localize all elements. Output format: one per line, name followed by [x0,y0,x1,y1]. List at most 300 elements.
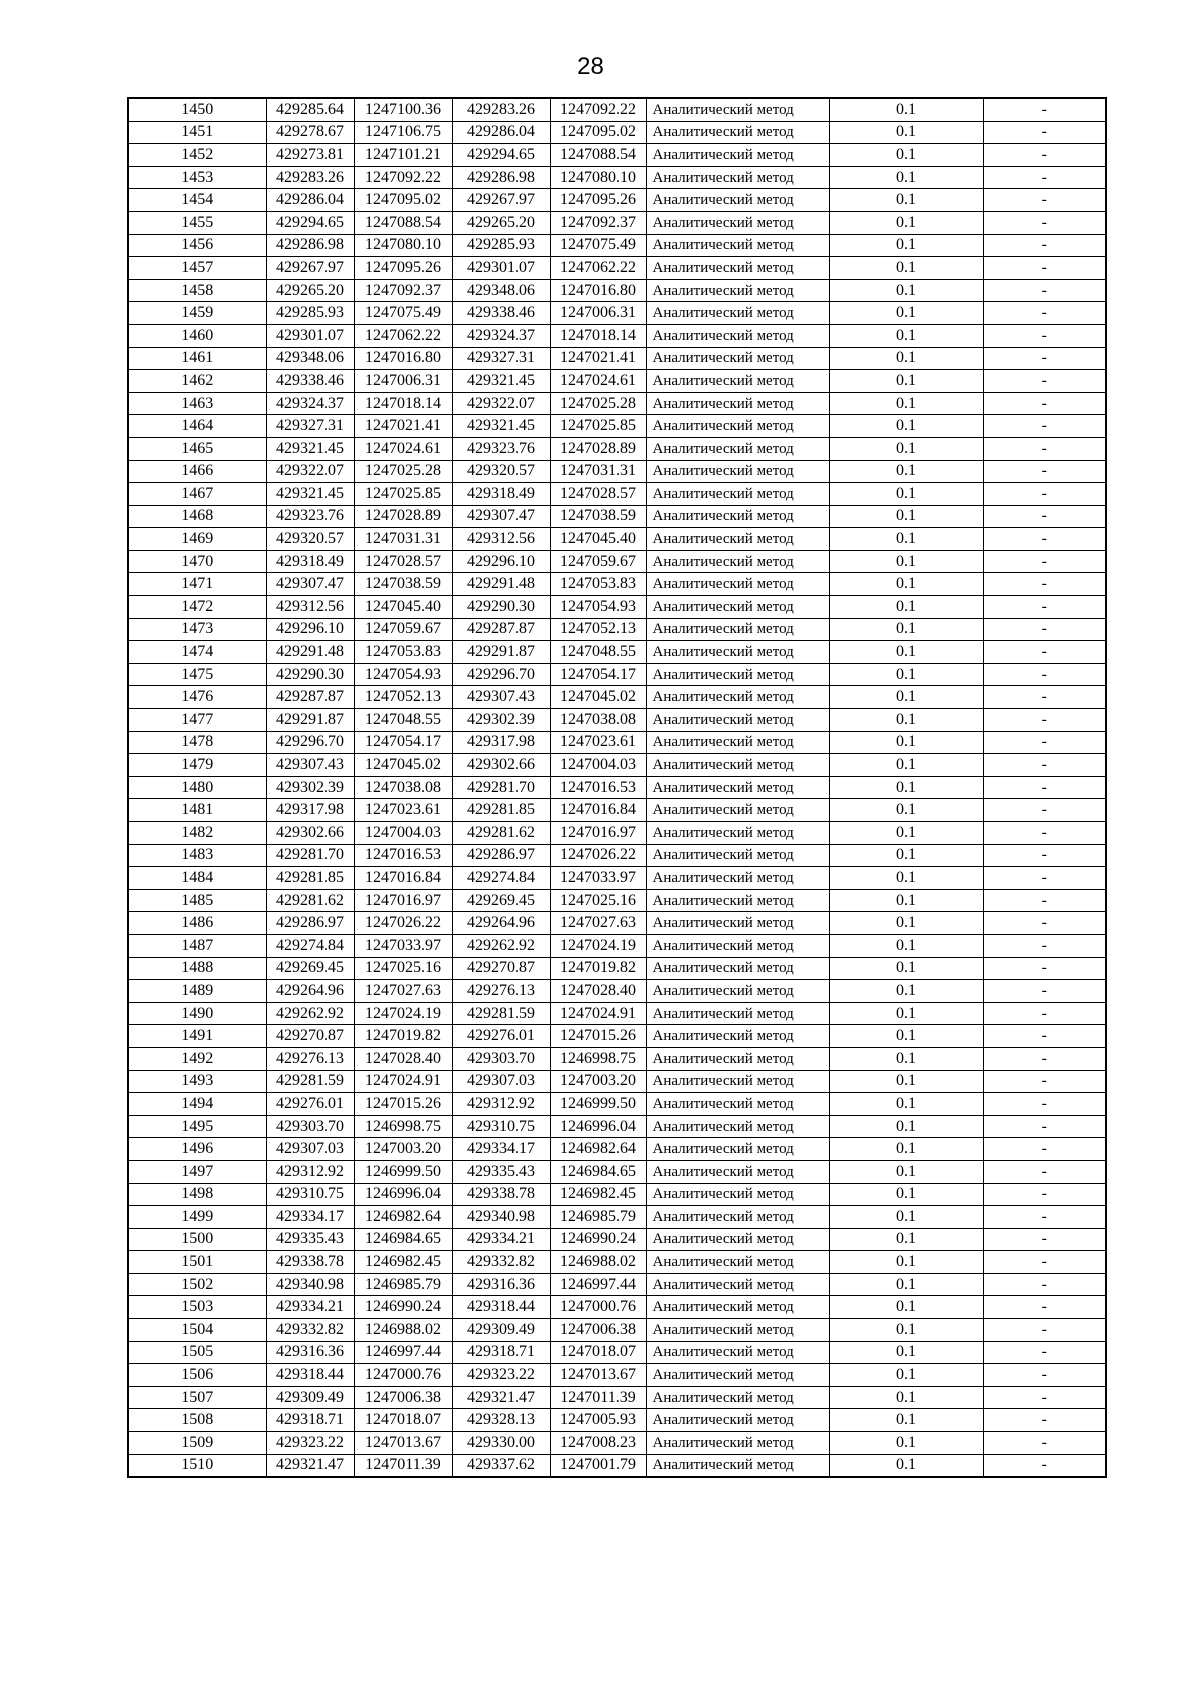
method-cell: Аналитический метод [646,596,829,619]
x1-cell: 429281.85 [266,867,354,890]
note-cell: - [983,257,1106,280]
point-number-cell: 1479 [128,754,266,777]
table-row [128,686,1106,709]
coordinates-table-body [128,98,1106,1477]
x2-cell: 429335.43 [452,1160,550,1183]
x2-cell: 429269.45 [452,889,550,912]
point-number-cell: 1457 [128,257,266,280]
table-row [128,618,1106,641]
table-row [128,1228,1106,1251]
method-cell: Аналитический метод [646,166,829,189]
table-row [128,1138,1106,1161]
x1-cell: 429303.70 [266,1115,354,1138]
note-cell: - [983,663,1106,686]
y2-cell: 1247054.17 [550,663,646,686]
point-number-cell: 1462 [128,370,266,393]
method-cell: Аналитический метод [646,1206,829,1229]
precision-cell: 0.1 [829,347,983,370]
x1-cell: 429316.36 [266,1341,354,1364]
note-cell: - [983,1273,1106,1296]
note-cell: - [983,370,1106,393]
x1-cell: 429267.97 [266,257,354,280]
method-cell: Аналитический метод [646,505,829,528]
y1-cell: 1246985.79 [354,1273,452,1296]
note-cell: - [983,1025,1106,1048]
precision-cell: 0.1 [829,1070,983,1093]
method-cell: Аналитический метод [646,144,829,167]
x2-cell: 429276.01 [452,1025,550,1048]
x1-cell: 429307.03 [266,1138,354,1161]
x1-cell: 429265.20 [266,279,354,302]
x1-cell: 429273.81 [266,144,354,167]
x1-cell: 429301.07 [266,324,354,347]
point-number-cell: 1467 [128,483,266,506]
note-cell: - [983,279,1106,302]
point-number-cell: 1476 [128,686,266,709]
y1-cell: 1246982.64 [354,1206,452,1229]
y2-cell: 1247045.02 [550,686,646,709]
precision-cell: 0.1 [829,257,983,280]
x1-cell: 429323.22 [266,1432,354,1455]
x2-cell: 429323.22 [452,1364,550,1387]
y1-cell: 1247016.80 [354,347,452,370]
y2-cell: 1247015.26 [550,1025,646,1048]
table-row [128,257,1106,280]
x1-cell: 429310.75 [266,1183,354,1206]
y2-cell: 1247053.83 [550,573,646,596]
table-row [128,324,1106,347]
table-row [128,1273,1106,1296]
point-number-cell: 1473 [128,618,266,641]
y1-cell: 1247092.22 [354,166,452,189]
y2-cell: 1247038.08 [550,709,646,732]
y2-cell: 1246985.79 [550,1206,646,1229]
note-cell: - [983,1138,1106,1161]
x2-cell: 429302.66 [452,754,550,777]
method-cell: Аналитический метод [646,1432,829,1455]
precision-cell: 0.1 [829,1432,983,1455]
method-cell: Аналитический метод [646,370,829,393]
note-cell: - [983,618,1106,641]
precision-cell: 0.1 [829,822,983,845]
note-cell: - [983,1115,1106,1138]
table-row [128,1432,1106,1455]
x1-cell: 429281.70 [266,844,354,867]
x1-cell: 429302.66 [266,822,354,845]
precision-cell: 0.1 [829,1273,983,1296]
table-row [128,1025,1106,1048]
x1-cell: 429276.01 [266,1093,354,1116]
point-number-cell: 1452 [128,144,266,167]
y2-cell: 1246997.44 [550,1273,646,1296]
precision-cell: 0.1 [829,528,983,551]
note-cell: - [983,121,1106,144]
y2-cell: 1247025.16 [550,889,646,912]
point-number-cell: 1500 [128,1228,266,1251]
x2-cell: 429281.62 [452,822,550,845]
x1-cell: 429334.21 [266,1296,354,1319]
note-cell: - [983,347,1106,370]
y1-cell: 1247016.97 [354,889,452,912]
x2-cell: 429283.26 [452,98,550,121]
y2-cell: 1247018.07 [550,1341,646,1364]
point-number-cell: 1469 [128,528,266,551]
point-number-cell: 1459 [128,302,266,325]
point-number-cell: 1480 [128,776,266,799]
y1-cell: 1247018.14 [354,392,452,415]
x1-cell: 429318.44 [266,1364,354,1387]
point-number-cell: 1475 [128,663,266,686]
point-number-cell: 1450 [128,98,266,121]
note-cell: - [983,302,1106,325]
x1-cell: 429335.43 [266,1228,354,1251]
note-cell: - [983,957,1106,980]
precision-cell: 0.1 [829,889,983,912]
x2-cell: 429286.97 [452,844,550,867]
precision-cell: 0.1 [829,144,983,167]
x1-cell: 429302.39 [266,776,354,799]
x2-cell: 429348.06 [452,279,550,302]
method-cell: Аналитический метод [646,1002,829,1025]
precision-cell: 0.1 [829,957,983,980]
method-cell: Аналитический метод [646,663,829,686]
note-cell: - [983,731,1106,754]
precision-cell: 0.1 [829,1319,983,1342]
precision-cell: 0.1 [829,776,983,799]
x2-cell: 429301.07 [452,257,550,280]
x2-cell: 429286.98 [452,166,550,189]
table-row [128,505,1106,528]
x2-cell: 429316.36 [452,1273,550,1296]
precision-cell: 0.1 [829,1296,983,1319]
table-row [128,234,1106,257]
y2-cell: 1246996.04 [550,1115,646,1138]
precision-cell: 0.1 [829,483,983,506]
x2-cell: 429302.39 [452,709,550,732]
y2-cell: 1247024.91 [550,1002,646,1025]
point-number-cell: 1494 [128,1093,266,1116]
table-row [128,822,1106,845]
y2-cell: 1247016.84 [550,799,646,822]
point-number-cell: 1455 [128,211,266,234]
precision-cell: 0.1 [829,731,983,754]
table-row [128,1115,1106,1138]
method-cell: Аналитический метод [646,889,829,912]
table-row [128,1093,1106,1116]
x2-cell: 429264.96 [452,912,550,935]
y2-cell: 1247062.22 [550,257,646,280]
y1-cell: 1247026.22 [354,912,452,935]
x1-cell: 429312.56 [266,596,354,619]
note-cell: - [983,1183,1106,1206]
y1-cell: 1247028.57 [354,550,452,573]
method-cell: Аналитический метод [646,234,829,257]
x2-cell: 429296.10 [452,550,550,573]
y2-cell: 1247000.76 [550,1296,646,1319]
x1-cell: 429291.48 [266,641,354,664]
y1-cell: 1247013.67 [354,1432,452,1455]
x2-cell: 429327.31 [452,347,550,370]
point-number-cell: 1488 [128,957,266,980]
point-number-cell: 1451 [128,121,266,144]
note-cell: - [983,1228,1106,1251]
precision-cell: 0.1 [829,505,983,528]
x1-cell: 429327.31 [266,415,354,438]
method-cell: Аналитический метод [646,980,829,1003]
note-cell: - [983,324,1106,347]
y1-cell: 1247038.08 [354,776,452,799]
table-row [128,483,1106,506]
y1-cell: 1247054.93 [354,663,452,686]
table-row [128,1409,1106,1432]
table-row [128,663,1106,686]
x1-cell: 429312.92 [266,1160,354,1183]
method-cell: Аналитический метод [646,1025,829,1048]
x1-cell: 429290.30 [266,663,354,686]
x1-cell: 429283.26 [266,166,354,189]
y1-cell: 1247101.21 [354,144,452,167]
note-cell: - [983,1093,1106,1116]
point-number-cell: 1464 [128,415,266,438]
point-number-cell: 1456 [128,234,266,257]
y1-cell: 1247023.61 [354,799,452,822]
point-number-cell: 1492 [128,1047,266,1070]
x2-cell: 429309.49 [452,1319,550,1342]
point-number-cell: 1481 [128,799,266,822]
point-number-cell: 1490 [128,1002,266,1025]
y2-cell: 1247004.03 [550,754,646,777]
method-cell: Аналитический метод [646,1228,829,1251]
method-cell: Аналитический метод [646,1454,829,1477]
point-number-cell: 1504 [128,1319,266,1342]
method-cell: Аналитический метод [646,121,829,144]
precision-cell: 0.1 [829,1138,983,1161]
x2-cell: 429307.47 [452,505,550,528]
y1-cell: 1246998.75 [354,1115,452,1138]
note-cell: - [983,1251,1106,1274]
precision-cell: 0.1 [829,618,983,641]
x2-cell: 429334.17 [452,1138,550,1161]
y2-cell: 1247013.67 [550,1364,646,1387]
precision-cell: 0.1 [829,1093,983,1116]
point-number-cell: 1468 [128,505,266,528]
note-cell: - [983,1206,1106,1229]
x2-cell: 429321.45 [452,415,550,438]
y1-cell: 1247075.49 [354,302,452,325]
x2-cell: 429317.98 [452,731,550,754]
x2-cell: 429281.85 [452,799,550,822]
point-number-cell: 1498 [128,1183,266,1206]
y1-cell: 1247004.03 [354,822,452,845]
note-cell: - [983,844,1106,867]
table-row [128,1160,1106,1183]
x2-cell: 429267.97 [452,189,550,212]
x1-cell: 429269.45 [266,957,354,980]
method-cell: Аналитический метод [646,1160,829,1183]
precision-cell: 0.1 [829,415,983,438]
x1-cell: 429322.07 [266,460,354,483]
method-cell: Аналитический метод [646,1183,829,1206]
note-cell: - [983,912,1106,935]
note-cell: - [983,483,1106,506]
x1-cell: 429281.62 [266,889,354,912]
point-number-cell: 1482 [128,822,266,845]
point-number-cell: 1486 [128,912,266,935]
method-cell: Аналитический метод [646,731,829,754]
method-cell: Аналитический метод [646,934,829,957]
method-cell: Аналитический метод [646,460,829,483]
precision-cell: 0.1 [829,279,983,302]
note-cell: - [983,980,1106,1003]
point-number-cell: 1487 [128,934,266,957]
x1-cell: 429296.70 [266,731,354,754]
point-number-cell: 1483 [128,844,266,867]
table-row [128,980,1106,1003]
y2-cell: 1247092.22 [550,98,646,121]
x1-cell: 429286.97 [266,912,354,935]
table-row [128,1070,1106,1093]
note-cell: - [983,1432,1106,1455]
precision-cell: 0.1 [829,754,983,777]
point-number-cell: 1461 [128,347,266,370]
y1-cell: 1247059.67 [354,618,452,641]
x1-cell: 429318.49 [266,550,354,573]
note-cell: - [983,799,1106,822]
point-number-cell: 1502 [128,1273,266,1296]
y2-cell: 1247024.61 [550,370,646,393]
x2-cell: 429330.00 [452,1432,550,1455]
x1-cell: 429323.76 [266,505,354,528]
precision-cell: 0.1 [829,324,983,347]
x2-cell: 429332.82 [452,1251,550,1274]
x2-cell: 429291.48 [452,573,550,596]
point-number-cell: 1472 [128,596,266,619]
method-cell: Аналитический метод [646,822,829,845]
precision-cell: 0.1 [829,550,983,573]
precision-cell: 0.1 [829,1047,983,1070]
precision-cell: 0.1 [829,234,983,257]
y1-cell: 1246999.50 [354,1160,452,1183]
y1-cell: 1246997.44 [354,1341,452,1364]
x2-cell: 429290.30 [452,596,550,619]
note-cell: - [983,686,1106,709]
point-number-cell: 1495 [128,1115,266,1138]
table-row [128,347,1106,370]
x1-cell: 429281.59 [266,1070,354,1093]
method-cell: Аналитический метод [646,302,829,325]
note-cell: - [983,822,1106,845]
precision-cell: 0.1 [829,1115,983,1138]
y2-cell: 1247028.40 [550,980,646,1003]
table-row [128,211,1106,234]
precision-cell: 0.1 [829,302,983,325]
x1-cell: 429320.57 [266,528,354,551]
y1-cell: 1247080.10 [354,234,452,257]
y1-cell: 1247011.39 [354,1454,452,1477]
note-cell: - [983,596,1106,619]
y1-cell: 1246984.65 [354,1228,452,1251]
y2-cell: 1247075.49 [550,234,646,257]
point-number-cell: 1453 [128,166,266,189]
precision-cell: 0.1 [829,686,983,709]
x1-cell: 429324.37 [266,392,354,415]
x2-cell: 429334.21 [452,1228,550,1251]
method-cell: Аналитический метод [646,1319,829,1342]
method-cell: Аналитический метод [646,867,829,890]
precision-cell: 0.1 [829,98,983,121]
method-cell: Аналитический метод [646,1409,829,1432]
y1-cell: 1247027.63 [354,980,452,1003]
x2-cell: 429328.13 [452,1409,550,1432]
y2-cell: 1247003.20 [550,1070,646,1093]
x2-cell: 429321.45 [452,370,550,393]
method-cell: Аналитический метод [646,324,829,347]
x1-cell: 429307.47 [266,573,354,596]
precision-cell: 0.1 [829,211,983,234]
method-cell: Аналитический метод [646,1251,829,1274]
precision-cell: 0.1 [829,641,983,664]
x1-cell: 429340.98 [266,1273,354,1296]
note-cell: - [983,211,1106,234]
x1-cell: 429321.47 [266,1454,354,1477]
table-row [128,1206,1106,1229]
note-cell: - [983,1364,1106,1387]
note-cell: - [983,415,1106,438]
x2-cell: 429307.43 [452,686,550,709]
x1-cell: 429334.17 [266,1206,354,1229]
y1-cell: 1247025.85 [354,483,452,506]
table-row [128,550,1106,573]
x1-cell: 429278.67 [266,121,354,144]
table-row [128,302,1106,325]
y2-cell: 1247027.63 [550,912,646,935]
precision-cell: 0.1 [829,166,983,189]
x2-cell: 429323.76 [452,437,550,460]
table-row [128,437,1106,460]
x2-cell: 429318.44 [452,1296,550,1319]
point-number-cell: 1507 [128,1386,266,1409]
table-row [128,415,1106,438]
table-row [128,1319,1106,1342]
note-cell: - [983,1454,1106,1477]
method-cell: Аналитический метод [646,279,829,302]
y1-cell: 1247031.31 [354,528,452,551]
x2-cell: 429281.59 [452,1002,550,1025]
method-cell: Аналитический метод [646,347,829,370]
method-cell: Аналитический метод [646,709,829,732]
precision-cell: 0.1 [829,460,983,483]
table-row [128,867,1106,890]
precision-cell: 0.1 [829,1228,983,1251]
method-cell: Аналитический метод [646,1047,829,1070]
table-row [128,166,1106,189]
point-number-cell: 1460 [128,324,266,347]
y1-cell: 1247016.84 [354,867,452,890]
x1-cell: 429348.06 [266,347,354,370]
x2-cell: 429265.20 [452,211,550,234]
table-row [128,189,1106,212]
precision-cell: 0.1 [829,844,983,867]
y2-cell: 1246999.50 [550,1093,646,1116]
note-cell: - [983,641,1106,664]
page-number: 28 [577,53,604,80]
x1-cell: 429296.10 [266,618,354,641]
table-row [128,709,1106,732]
x2-cell: 429286.04 [452,121,550,144]
note-cell: - [983,505,1106,528]
x2-cell: 429321.47 [452,1386,550,1409]
y1-cell: 1247016.53 [354,844,452,867]
